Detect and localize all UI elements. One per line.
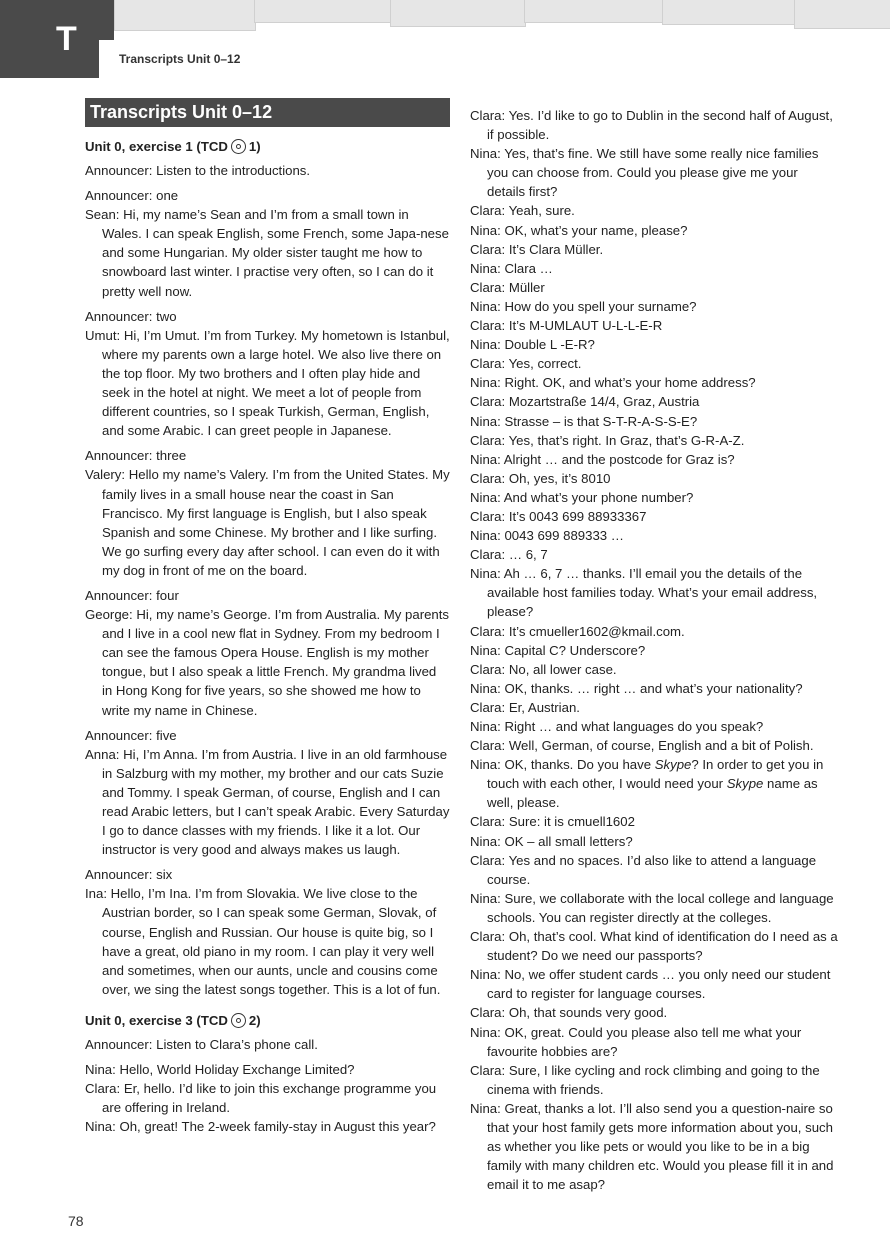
top-band xyxy=(0,0,890,82)
exercise-1-heading xyxy=(85,137,450,156)
transcript-line: Clara: Oh, that’s cool. What kind of identification do I need as a student? Do we need our passports? xyxy=(470,929,838,964)
transcript-line: Nina: Strasse – is that S-T-R-A-S-S-E? xyxy=(470,413,698,429)
section-letter-tab xyxy=(0,0,114,78)
transcript-line: Nina: Oh, great! The 2-week family-stay in August this year? xyxy=(85,1119,436,1135)
transcript-line: Clara: It’s M-UMLAUT U-L-L-E-R xyxy=(470,318,663,334)
transcript-line: Nina: Clara … xyxy=(470,260,553,276)
page-number: 78 xyxy=(68,1213,84,1229)
transcript-line: Nina: How do you spell your surname? xyxy=(470,298,697,314)
exercise-1-track: 1) xyxy=(248,139,261,154)
transcript-line: Clara: Yes, correct. xyxy=(470,356,582,372)
cd-icon xyxy=(231,139,246,154)
running-header: Transcripts Unit 0–12 xyxy=(119,52,241,66)
transcript-line: Clara: Sure: it is cmuell1602 xyxy=(470,814,635,830)
right-column xyxy=(470,106,838,1194)
transcript-line: Announcer: Listen to the introductions. xyxy=(85,163,311,178)
transcript-line: Clara: … 6, 7 xyxy=(470,547,548,563)
transcript-line: Nina: OK – all small letters? xyxy=(470,833,633,849)
transcript-line: Nina: Right … and what languages do you speak? xyxy=(470,719,764,734)
transcript-line: Clara: It’s Clara Müller. xyxy=(470,241,604,257)
transcript-line: Clara: Yes. I’d like to go to Dublin in the second half of August, if possible. xyxy=(470,108,833,143)
transcript-line: Nina: Alright … and the postcode for Graz is? xyxy=(470,451,735,467)
tab-decor-2 xyxy=(254,0,392,23)
transcript-line: Announcer: two xyxy=(85,308,177,324)
transcript-line: Announcer: Listen to Clara’s phone call. xyxy=(85,1036,318,1052)
transcript-line: Clara: Sure, I like cycling and rock climbing and going to the cinema with friends. xyxy=(470,1062,820,1097)
cd-icon xyxy=(231,1013,246,1028)
transcript-line: Nina: Hello, World Holiday Exchange Limited? xyxy=(85,1062,355,1078)
transcript-line: Nina: And what’s your phone number? xyxy=(470,489,694,505)
transcript-line: Nina: 0043 699 889333 … xyxy=(470,528,624,544)
transcript-line: Announcer: five xyxy=(85,727,177,743)
transcript-line: Clara: Oh, that sounds very good. xyxy=(470,1005,668,1021)
transcript-line: Clara: It’s 0043 699 88933367 xyxy=(470,508,647,524)
transcript-line: Nina: OK, what’s your name, please? xyxy=(470,222,688,238)
transcript-line: Clara: Oh, yes, it’s 8010 xyxy=(470,470,611,486)
section-letter: T xyxy=(56,20,77,58)
exercise-1-label: Unit 0, exercise 1 (TCD xyxy=(85,139,228,154)
transcript-line: Valery: Hello my name’s Valery. I’m from the United States. My family lives in a small house near the coast in San Francisco. My first language is English, but I also speak Spanish and some Chinese. My brother and I like surfing. We go surfing every day after school. I can even do it with my dog in front of me on the board. xyxy=(85,467,450,578)
transcript-line: Clara: It’s cmueller1602@kmail.com. xyxy=(470,623,685,639)
transcript-line: Clara: Mozartstraße 14/4, Graz, Austria xyxy=(470,394,700,410)
tab-decor-5 xyxy=(662,0,796,25)
tab-decor-3 xyxy=(390,0,526,27)
exercise-3-label: Unit 0, exercise 3 (TCD xyxy=(85,1012,228,1028)
transcript-line: Nina: Ah … 6, 7 … thanks. I’ll email you the details of the available host families today. What’s your email address, please? xyxy=(470,566,818,620)
transcript-line: Nina: OK, thanks. … right … and what’s your nationality? xyxy=(470,680,803,696)
transcript-line: Nina: Great, thanks a lot. I’ll also send you a question-naire so that your host family gets more information about you, such as whether you like pets or would you like to be in a big family with many children etc. Would you please fill it in and email it to me asap? xyxy=(470,1100,834,1193)
section-title: Transcripts Unit 0–12 xyxy=(85,98,450,127)
transcript-line: Anna: Hi, I’m Anna. I’m from Austria. I live in an old farmhouse in Salzburg with my mother, my brother and our cats Suzie and Tommy. I speak German, of course, English and I can read Arabic letters, but I can’t speak Arabic. Every Saturday I go to dance classes with my friends. I like it a lot. Our instructor is very good and always makes us laugh. xyxy=(85,746,450,858)
transcript-line: Sean: Hi, my name’s Sean and I’m from a small town in Wales. I can speak English, some French, some Japa-nese and some Hungarian. My older sister taught me how to snowboard last winter. I practise very often, so I can do it pretty well now. xyxy=(85,207,449,299)
transcript-line: Ina: Hello, I’m Ina. I’m from Slovakia. We live close to the Austrian border, so I can speak some German, Slovak, of course, English and Russian. Our house is quite big, so I have a great, old piano in my room. I can play it very well and sometimes, when our aunts, uncle and cousins come over, we sing the latest songs together. This is a lot of fun. xyxy=(85,886,441,997)
transcript-line: Clara: Er, hello. I’d like to join this exchange programme you are offering in Ireland. xyxy=(85,1081,437,1116)
transcript-line: Clara: No, all lower case. xyxy=(470,661,617,677)
transcript-line: Nina: Right. OK, and what’s your home address? xyxy=(470,375,756,391)
transcript-line: Nina: Sure, we collaborate with the local college and language schools. You can register directly at the colleges. xyxy=(470,890,834,925)
transcript-line: Nina: Double L -E-R? xyxy=(470,337,595,353)
transcript-line: Announcer: four xyxy=(85,587,179,603)
transcript-line: Umut: Hi, I’m Umut. I’m from Turkey. My hometown is Istanbul, where my parents own a large hotel. We also live there on the top floor. My two brothers and I often play hide and seek in the hotel at night. We meet a lot of people from different countries, so I speak Turkish, German, English, and some Arabic. I can greet people in Japanese. xyxy=(85,327,450,439)
transcript-line: Clara: Well, German, of course, English and a bit of Polish. xyxy=(470,738,814,754)
transcript-line: Nina: OK, great. Could you please also tell me what your favourite hobbies are? xyxy=(470,1024,802,1059)
transcript-line: Clara: Yes and no spaces. I’d also like to attend a language course. xyxy=(470,852,817,887)
transcript-line: Clara: Müller xyxy=(470,279,545,295)
transcript-line: Announcer: six xyxy=(85,867,173,883)
exercise-3-heading xyxy=(85,1011,450,1030)
transcript-line: Announcer: one xyxy=(85,188,179,204)
transcript-line-skype: Nina: OK, thanks. Do you have Skype? In order to get you in touch with each other, I would need your Skype name as well, please. xyxy=(470,757,824,811)
tab-decor-4 xyxy=(524,0,664,23)
transcript-line: Clara: Er, Austrian. xyxy=(470,699,580,715)
left-column xyxy=(85,98,450,1136)
transcript-line: Clara: Yes, that’s right. In Graz, that’s G-R-A-Z. xyxy=(470,432,745,448)
transcript-line: Nina: Capital C? Underscore? xyxy=(470,642,646,658)
transcript-line: Announcer: three xyxy=(85,448,187,464)
transcript-line: Nina: Yes, that’s fine. We still have some really nice families you can choose from. Could you please give me your details first? xyxy=(470,146,819,200)
tab-notch xyxy=(99,40,114,78)
transcript-line: Clara: Yeah, sure. xyxy=(470,203,575,219)
transcript-line: Nina: No, we offer student cards … you only need our student card to register for language courses. xyxy=(470,967,831,1002)
exercise-3-track: 2) xyxy=(248,1012,261,1028)
transcript-line: George: Hi, my name’s George. I’m from Australia. My parents and I live in a cool new flat in Sydney. From my bedroom I can see the famous Opera House. English is my mother tongue, but I also speak a little French. My grandma lived in Hong Kong for five years, so she showed me how to write my name in Chinese. xyxy=(85,607,450,718)
tab-decor-6 xyxy=(794,0,890,29)
tab-decor-1 xyxy=(114,0,256,31)
